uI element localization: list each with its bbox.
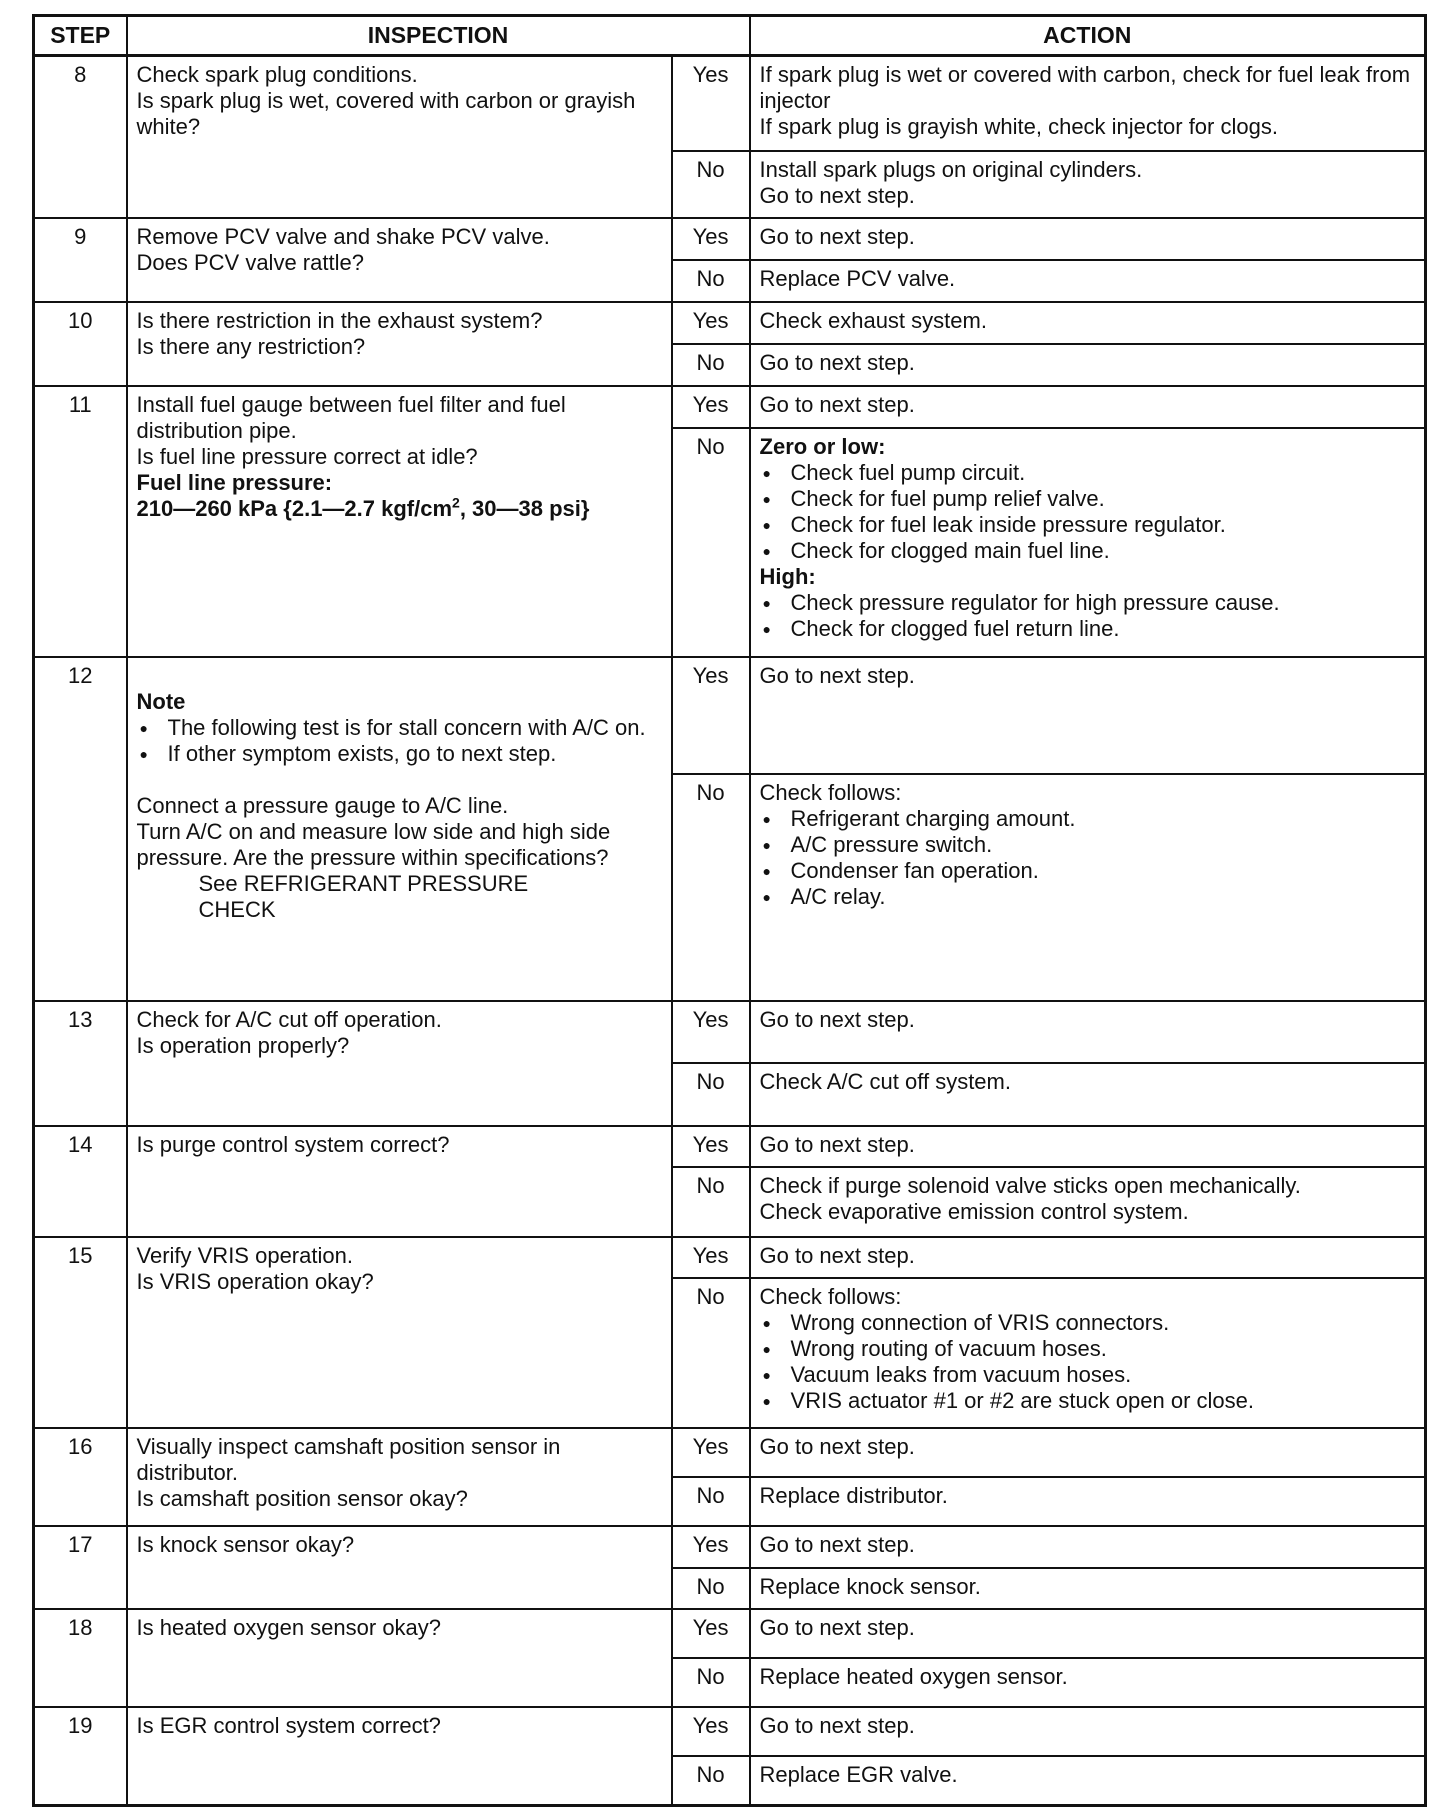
yes-label: Yes — [672, 1126, 750, 1167]
yes-label: Yes — [672, 1428, 750, 1477]
yes-label: Yes — [672, 1609, 750, 1658]
no-action: Install spark plugs on original cylinders. Go to next step. — [750, 151, 1426, 218]
yes-label: Yes — [672, 218, 750, 260]
inspection-text: Check spark plug conditions. Is spark plug is wet, covered with carbon or grayish white? — [127, 56, 672, 218]
header-step: STEP — [34, 16, 127, 56]
pressure-label: Fuel line pressure: — [136, 469, 333, 495]
list-item: ● If other symptom exists, go to next step. — [137, 741, 663, 767]
check-follows-label: Check follows: — [759, 779, 902, 805]
no-label: No — [672, 260, 750, 302]
step-number: 19 — [34, 1707, 127, 1806]
inspection-text: Is knock sensor okay? — [127, 1526, 672, 1609]
inspection-text: Is heated oxygen sensor okay? — [127, 1609, 672, 1707]
no-label: No — [672, 344, 750, 386]
inspection-cell — [127, 657, 672, 1001]
pressure-value: 210—260 kPa {2.1—2.7 kgf/cm — [136, 495, 453, 521]
yes-action: Go to next step. — [750, 1126, 1426, 1167]
list-item: ● Wrong routing of vacuum hoses. — [760, 1336, 1417, 1362]
list-item: ● Check pressure regulator for high pressure cause. — [760, 590, 1417, 616]
step-number: 15 — [34, 1237, 127, 1428]
no-action-cell — [750, 774, 1426, 1001]
yes-label: Yes — [672, 1001, 750, 1063]
no-label: No — [672, 1167, 750, 1237]
no-action: Replace EGR valve. — [750, 1756, 1426, 1806]
pressure-superscript: 2 — [452, 494, 460, 511]
inspection-table — [32, 14, 1427, 1807]
step-number: 8 — [34, 56, 127, 218]
pressure-spec — [137, 496, 663, 522]
zero-low-list — [760, 460, 1417, 564]
list-item: ● Check for fuel pump relief valve. — [760, 486, 1417, 512]
inspection-text: Is EGR control system correct? — [127, 1707, 672, 1806]
no-action: Replace knock sensor. — [750, 1568, 1426, 1609]
table-row — [34, 1526, 1426, 1568]
no-label: No — [672, 1477, 750, 1526]
zero-low-label: Zero or low: — [759, 433, 886, 459]
no-label: No — [672, 774, 750, 1001]
list-item: ● Condenser fan operation. — [760, 858, 1417, 884]
yes-action: Go to next step. — [750, 386, 1426, 428]
header-action: ACTION — [750, 16, 1426, 56]
inspection-text: Remove PCV valve and shake PCV valve. Does PCV valve rattle? — [127, 218, 672, 302]
table-row — [34, 56, 1426, 151]
no-label: No — [672, 1278, 750, 1428]
list-item: ● Check for clogged fuel return line. — [760, 616, 1417, 642]
yes-action: Check exhaust system. — [750, 302, 1426, 344]
note-list — [137, 715, 663, 767]
list-item: ● A/C pressure switch. — [760, 832, 1417, 858]
inspection-text: Is purge control system correct? — [127, 1126, 672, 1237]
table-row — [34, 1609, 1426, 1658]
inspection-text: Verify VRIS operation. Is VRIS operation okay? — [127, 1237, 672, 1428]
step-number: 13 — [34, 1001, 127, 1126]
step-number: 18 — [34, 1609, 127, 1707]
list-item: ● Check for clogged main fuel line. — [760, 538, 1417, 564]
see-reference: See REFRIGERANT PRESSURE CHECK — [198, 870, 529, 922]
no-action: Replace heated oxygen sensor. — [750, 1658, 1426, 1707]
yes-action: Go to next step. — [750, 218, 1426, 260]
inspection-text: Connect a pressure gauge to A/C line. Turn A/C on and measure low side and high side pressure. Are the pressure within specifications? — [136, 792, 611, 870]
step-number: 16 — [34, 1428, 127, 1526]
table-row — [34, 218, 1426, 260]
list-item: ● Check fuel pump circuit. — [760, 460, 1417, 486]
list-item: ● Refrigerant charging amount. — [760, 806, 1417, 832]
list-item: ● A/C relay. — [760, 884, 1417, 910]
list-item: ● Vacuum leaks from vacuum hoses. — [760, 1362, 1417, 1388]
yes-action: Go to next step. — [750, 1428, 1426, 1477]
no-action: Replace PCV valve. — [750, 260, 1426, 302]
inspection-text: Visually inspect camshaft position sensor in distributor. Is camshaft position sensor okay? — [127, 1428, 672, 1526]
table-row — [34, 657, 1426, 774]
list-item: ● VRIS actuator #1 or #2 are stuck open or close. — [760, 1388, 1417, 1414]
yes-label: Yes — [672, 1526, 750, 1568]
table-row — [34, 1126, 1426, 1167]
no-action-cell — [750, 428, 1426, 657]
table-row — [34, 302, 1426, 344]
header-row — [34, 16, 1426, 56]
inspection-text: Check for A/C cut off operation. Is operation properly? — [127, 1001, 672, 1126]
no-action-cell — [750, 1278, 1426, 1428]
yes-label: Yes — [672, 1237, 750, 1278]
no-label: No — [672, 1568, 750, 1609]
yes-label: Yes — [672, 302, 750, 344]
yes-action: Go to next step. — [750, 657, 1426, 774]
yes-label: Yes — [672, 1707, 750, 1756]
yes-label: Yes — [672, 386, 750, 428]
step-number: 17 — [34, 1526, 127, 1609]
inspection-text: Is there restriction in the exhaust system? Is there any restriction? — [127, 302, 672, 386]
no-label: No — [672, 1756, 750, 1806]
yes-action: Go to next step. — [750, 1526, 1426, 1568]
troubleshooting-document — [32, 14, 1424, 1802]
header-inspection: INSPECTION — [127, 16, 750, 56]
step-number: 9 — [34, 218, 127, 302]
no-label: No — [672, 1658, 750, 1707]
step-number: 14 — [34, 1126, 127, 1237]
table-row — [34, 1428, 1426, 1477]
no-action: Go to next step. — [750, 344, 1426, 386]
yes-action: Go to next step. — [750, 1707, 1426, 1756]
table-row — [34, 1237, 1426, 1278]
no-label: No — [672, 428, 750, 657]
check-list — [760, 806, 1417, 910]
inspection-text: Install fuel gauge between fuel filter and fuel distribution pipe. Is fuel line pressure correct at idle? — [136, 391, 566, 469]
yes-label: Yes — [672, 56, 750, 151]
no-action: Replace distributor. — [750, 1477, 1426, 1526]
check-list — [760, 1310, 1417, 1414]
table-row — [34, 1707, 1426, 1756]
list-item: ● Wrong connection of VRIS connectors. — [760, 1310, 1417, 1336]
check-follows-label: Check follows: — [759, 1283, 902, 1309]
high-list — [760, 590, 1417, 642]
table-row — [34, 1001, 1426, 1063]
no-action: Check A/C cut off system. — [750, 1063, 1426, 1126]
no-label: No — [672, 151, 750, 218]
yes-action: Go to next step. — [750, 1237, 1426, 1278]
no-label: No — [672, 1063, 750, 1126]
yes-action: Go to next step. — [750, 1001, 1426, 1063]
yes-action: Go to next step. — [750, 1609, 1426, 1658]
step-number: 12 — [34, 657, 127, 1001]
list-item: ● The following test is for stall concern with A/C on. — [137, 715, 663, 741]
inspection-cell — [127, 386, 672, 657]
table-row — [34, 386, 1426, 428]
note-title: Note — [136, 688, 186, 714]
high-label: High: — [759, 563, 816, 589]
list-item: ● Check for fuel leak inside pressure regulator. — [760, 512, 1417, 538]
yes-label: Yes — [672, 657, 750, 774]
step-number: 10 — [34, 302, 127, 386]
yes-action: If spark plug is wet or covered with carbon, check for fuel leak from injector If spark plug is grayish white, check injector for clogs. — [750, 56, 1426, 151]
pressure-tail: , 30—38 psi} — [459, 495, 590, 521]
no-action: Check if purge solenoid valve sticks open mechanically. Check evaporative emission control system. — [750, 1167, 1426, 1237]
step-number: 11 — [34, 386, 127, 657]
